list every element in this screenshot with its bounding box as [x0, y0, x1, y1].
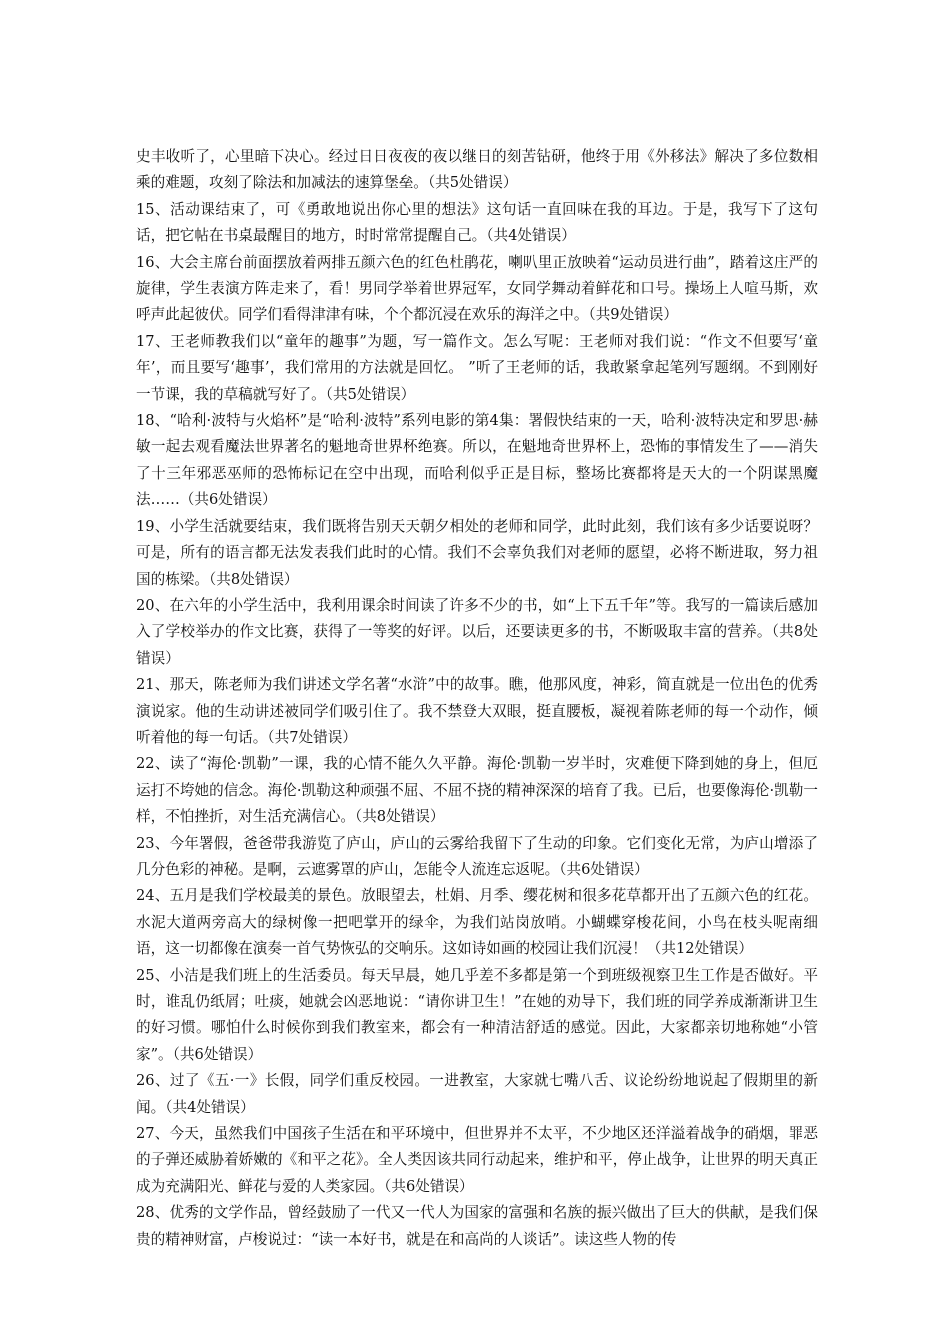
paragraph-item-17: 17、王老师教我们以“童年的趣事”为题，写一篇作文。怎么写呢：王老师对我们说：“作文不但要写‘童年’，而且要写‘趣事’，我们常用的方法就是回忆。 ”听了王老师的话，我敢紧拿起笔列写题纲。不到刚好一节课，我的草稿就写好了。（共5处错误） — [136, 332, 818, 403]
paragraph-item-27: 27、今天，虽然我们中国孩子生活在和平环境中，但世界并不太平，不少地区还洋溢着战争的硝烟，罪恶的子弹还威胁着娇嫩的《和平之花》。全人类因该共同行动起来，维护和平，停止战争，让世界的明天真正成为充满阳光、鲜花与爱的人类家园。（共6处错误） — [136, 1125, 818, 1195]
paragraph-item-18: 18、“哈利·波特与火焰杯”是“哈利·波特”系列电影的第4集：署假快结束的一天，哈利·波特决定和罗思·赫敏一起去观看魔法世界著名的魁地奇世界杯绝赛。所以，在魁地奇世界杯上，恐怖的事情发生了——消失了十三年邪恶巫师的恐怖标记在空中出现，而哈利似乎正是目标，整场比赛都将是天大的一个阴谋黑魔法……（共6处错误） — [136, 412, 818, 509]
paragraph-item-20: 20、在六年的小学生活中，我利用课余时间读了许多不少的书，如“上下五千年”等。我写的一篇读后感加入了学校举办的作文比赛，获得了一等奖的好评。以后，还要读更多的书，不断吸取丰富的营养。（共8处错误） — [136, 596, 818, 667]
paragraph-item-16: 16、大会主席台前面摆放着两排五颜六色的红色杜鹃花，喇叭里正放映着“运动员进行曲”，踏着这庄严的旋律，学生表演方阵走来了，看！男同学举着世界冠军，女同学舞动着鲜花和口号。操场上人喧马斯，欢呼声此起彼伏。同学们看得津津有味，个个都沉浸在欢乐的海洋之中。（共9处错误） — [136, 253, 818, 324]
paragraph-item-28: 28、优秀的文学作品，曾经鼓励了一代又一代人为国家的富强和名族的振兴做出了巨大的供献，是我们保贵的精神财富，卢梭说过：“读一本好书，就是在和高尚的人谈话”。读这些人物的传 — [136, 1204, 818, 1248]
paragraph-item-23: 23、今年署假，爸爸带我游览了庐山，庐山的云雾给我留下了生动的印象。它们变化无常，为庐山增添了几分色彩的神秘。是啊，云遮雾罩的庐山，怎能令人流连忘返呢。（共6处错误） — [136, 834, 818, 878]
paragraph-item-22: 22、读了“海伦·凯勒”一课，我的心情不能久久平静。海伦·凯勒一岁半时，灾难便下降到她的身上，但厄运打不垮她的信念。海伦·凯勒这种顽强不屈、不屈不挠的精神深深的培育了我。已后，也要像海伦·凯勒一样，不怕挫折，对生活充满信心。（共8处错误） — [136, 755, 818, 826]
document-page — [136, 144, 818, 1253]
paragraph-item-21: 21、那天，陈老师为我们讲述文学名著“水浒”中的故事。瞧，他那风度，神彩，简直就是一位出色的优秀演说家。他的生动讲述被同学们吸引住了。我不禁登大双眼，挺直腰板，凝视着陈老师的每一个动作，倾听着他的每一句话。（共7处错误） — [136, 676, 818, 746]
paragraph-item-25: 25、小洁是我们班上的生活委员。每天早晨，她几乎差不多都是第一个到班级视察卫生工作是否做好。平时，谁乱仍纸屑；吐痰，她就会凶恶地说：“请你讲卫生！”在她的劝导下，我们班的同学养成渐渐讲卫生的好习惯。哪怕什么时候你到我们教室来，都会有一种清洁舒适的感觉。因此，大家都亲切地称她“小管家”。（共6处错误） — [136, 966, 818, 1063]
paragraph-continuation: 史丰收听了，心里暗下决心。经过日日夜夜的夜以继日的刻苦钻研，他终于用《外移法》解决了多位数相乘的难题，攻刻了除法和加减法的速算堡垒。（共5处错误） — [136, 148, 818, 192]
paragraph-item-15: 15、活动课结束了，可《勇敢地说出你心里的想法》这句话一直回味在我的耳边。于是，我写下了这句话，把它帖在书桌最醒目的地方，时时常常提醒自己。（共4处错误） — [136, 200, 818, 245]
paragraph-item-19: 19、小学生活就要结束，我们既将告别天天朝夕相处的老师和同学，此时此刻，我们该有多少话要说呀？可是，所有的语言都无法发表我们此时的心情。我们不会辜负我们对老师的愿望，必将不断进取，努力祖国的栋梁。（共8处错误） — [136, 517, 818, 588]
paragraph-item-26: 26、过了《五·一》长假，同学们重反校园。一进教室，大家就七嘴八舌、议论纷纷地说起了假期里的新闻。（共4处错误） — [136, 1072, 818, 1116]
paragraph-item-24: 24、五月是我们学校最美的景色。放眼望去，杜娟、月季、缨花树和很多花草都开出了五颜六色的红花。水泥大道两旁高大的绿树像一把吧掌开的绿伞，为我们站岗放哨。小蝴蝶穿梭花间，小鸟在枝头呢南细语，这一切都像在演奏一首气势恢弘的交响乐。这如诗如画的校园让我们沉浸！（共12处错误） — [136, 887, 818, 958]
